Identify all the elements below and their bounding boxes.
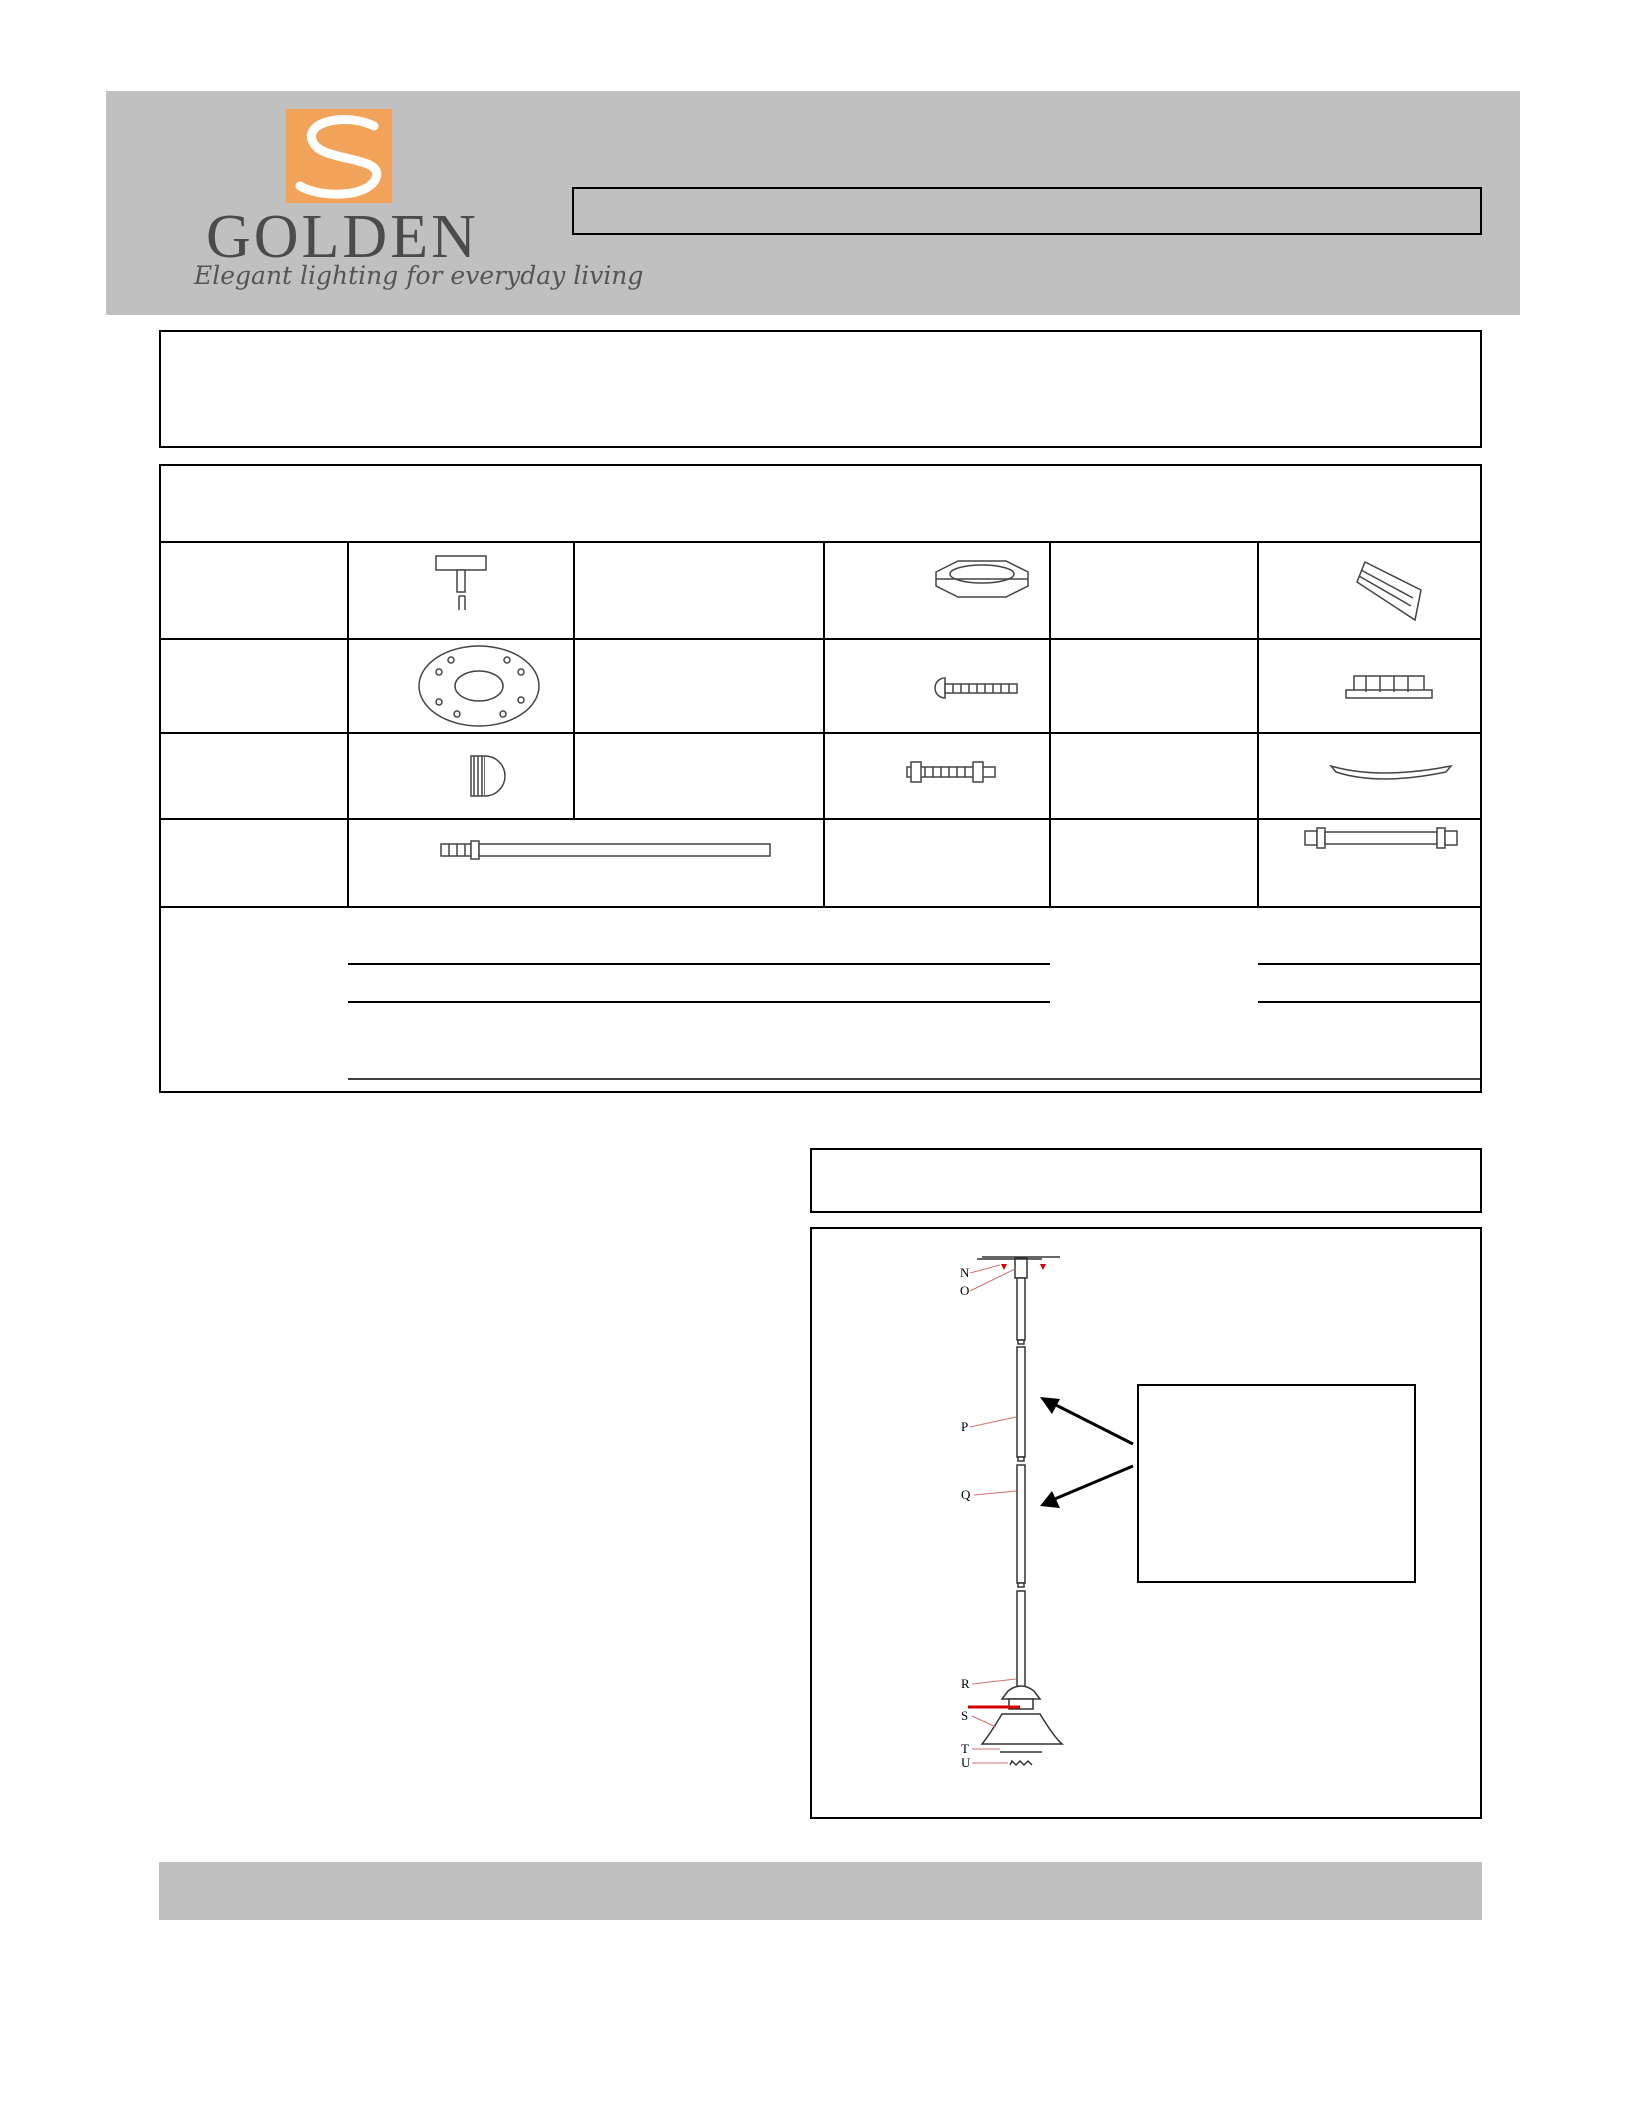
assembly-diagram-box [810, 1227, 1482, 1819]
part-knob-cap [471, 756, 505, 796]
part-canopy-nipple [436, 556, 486, 610]
diagram-heading-box [810, 1148, 1482, 1213]
part-crossbar-plate [419, 646, 539, 726]
part-threaded-ring [1346, 676, 1432, 698]
part-glass-dish [1331, 766, 1451, 779]
label-p: P [961, 1419, 969, 1434]
part-hex-nut [936, 561, 1028, 597]
label-t: T [961, 1741, 969, 1756]
assembly-diagram [812, 1229, 1480, 1817]
part-threaded-rod [907, 762, 995, 782]
part-wire-connector [1357, 562, 1421, 620]
footer-band [159, 1862, 1482, 1920]
label-s: S [961, 1708, 969, 1723]
label-u: U [961, 1755, 971, 1770]
parts-list-box [159, 464, 1482, 1093]
grid-lines [161, 542, 1480, 1079]
label-q: Q [961, 1487, 971, 1502]
title-box [572, 187, 1482, 235]
intro-box [159, 330, 1482, 448]
label-n: N [960, 1265, 970, 1280]
logo-mark [196, 106, 486, 206]
label-r: R [961, 1676, 970, 1691]
leader-lines [970, 1265, 1016, 1763]
company-logo [194, 106, 644, 296]
downrod-drawing [1017, 1278, 1025, 1691]
part-long-downrod [441, 841, 770, 859]
parts-grid [161, 466, 1480, 1091]
part-short-downrod [1305, 828, 1457, 848]
label-o: O [960, 1283, 970, 1298]
part-mounting-screw [935, 678, 1017, 698]
callout-arrows [1050, 1402, 1133, 1501]
shade-drawing [982, 1686, 1062, 1765]
brand-name: GOLDEN [206, 203, 479, 271]
brand-tagline: Elegant lighting for everyday living [194, 261, 644, 290]
callout-box [1138, 1385, 1415, 1582]
